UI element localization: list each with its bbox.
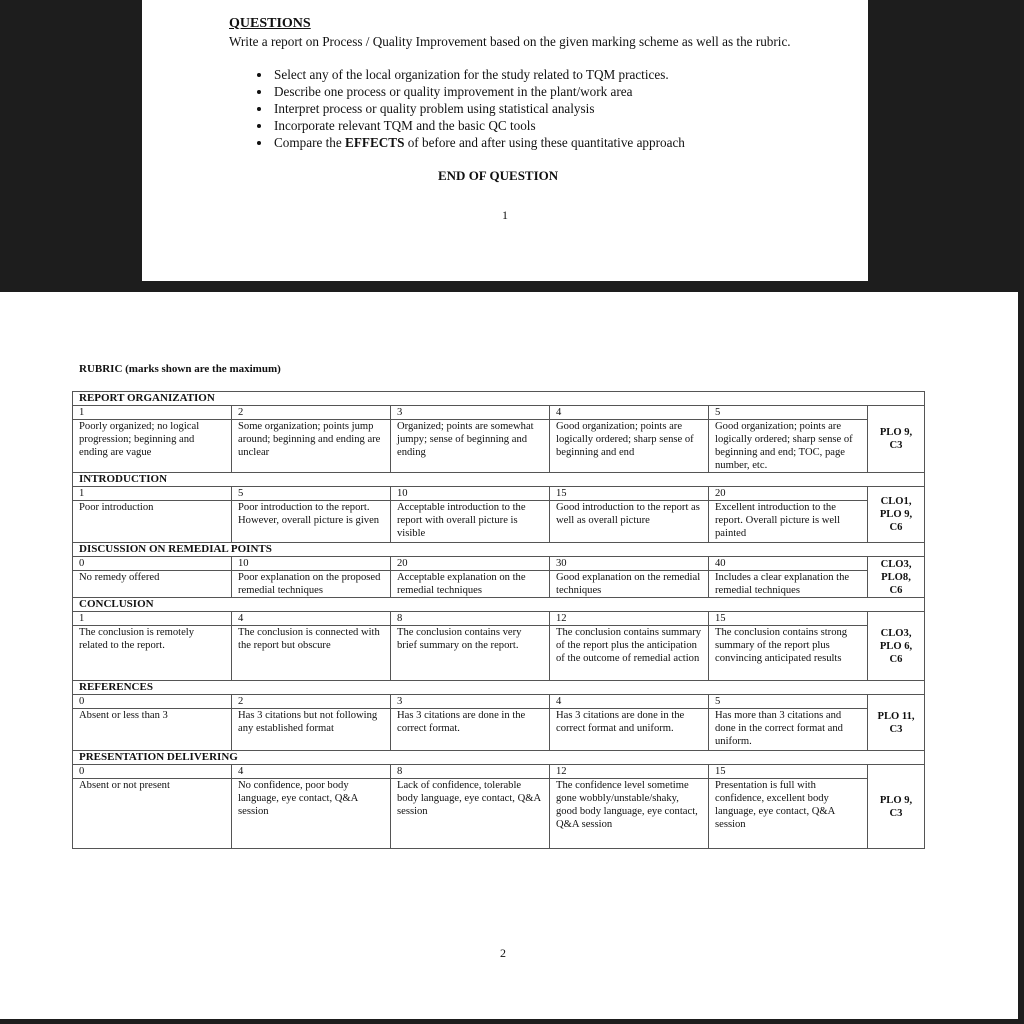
- page-1: [142, 0, 868, 281]
- description-cell: Excellent introduction to the report. Overall picture is well painted: [709, 501, 868, 543]
- plo-cell: CLO3, PLO8, C6: [868, 557, 925, 598]
- description-cell: Poor introduction: [73, 501, 232, 543]
- rubric-body: [73, 392, 925, 849]
- mark-cell: 12: [550, 765, 709, 779]
- rubric-marks-row: [73, 612, 925, 626]
- description-cell: The conclusion contains summary of the report plus the anticipation of the outcome of remedial action: [550, 626, 709, 681]
- description-cell: The conclusion contains strong summary of the report plus convincing anticipated results: [709, 626, 868, 681]
- mark-cell: 5: [709, 695, 868, 709]
- plo-cell: CLO1, PLO 9, C6: [868, 487, 925, 543]
- description-cell: Has 3 citations are done in the correct format.: [391, 709, 550, 751]
- description-cell: Has 3 citations but not following any established format: [232, 709, 391, 751]
- description-cell: Presentation is full with confidence, excellent body language, eye contact, Q&A session: [709, 779, 868, 849]
- plo-cell: PLO 9, C3: [868, 765, 925, 849]
- mark-cell: 3: [391, 406, 550, 420]
- mark-cell: 5: [232, 487, 391, 501]
- section-title: DISCUSSION ON REMEDIAL POINTS: [73, 543, 925, 557]
- bullet-item: • Incorporate relevant TQM and the basic QC tools: [272, 117, 685, 134]
- description-cell: The conclusion is remotely related to the report.: [73, 626, 232, 681]
- mark-cell: 0: [73, 765, 232, 779]
- questions-heading: QUESTIONS: [229, 16, 311, 31]
- rubric-section-header: [73, 473, 925, 487]
- description-cell: Lack of confidence, tolerable body language, eye contact, Q&A session: [391, 779, 550, 849]
- rubric-marks-row: [73, 487, 925, 501]
- mark-cell: 8: [391, 612, 550, 626]
- description-cell: Good explanation on the remedial techniques: [550, 571, 709, 598]
- mark-cell: 3: [391, 695, 550, 709]
- description-cell: Absent or less than 3: [73, 709, 232, 751]
- mark-cell: 1: [73, 406, 232, 420]
- rubric-section-header: [73, 392, 925, 406]
- mark-cell: 15: [550, 487, 709, 501]
- mark-cell: 8: [391, 765, 550, 779]
- description-cell: Organized; points are somewhat jumpy; sense of beginning and ending: [391, 420, 550, 473]
- description-cell: Good organization; points are logically ordered; sharp sense of beginning and end: [550, 420, 709, 473]
- mark-cell: 15: [709, 612, 868, 626]
- description-cell: Includes a clear explanation the remedial techniques: [709, 571, 868, 598]
- rubric-section-header: [73, 543, 925, 557]
- rubric-marks-row: [73, 695, 925, 709]
- bullet-item: • Describe one process or quality improvement in the plant/work area: [272, 83, 685, 100]
- description-cell: The conclusion is connected with the report but obscure: [232, 626, 391, 681]
- rubric-section-header: [73, 681, 925, 695]
- mark-cell: 1: [73, 612, 232, 626]
- rubric-description-row: [73, 420, 925, 473]
- rubric-marks-row: [73, 557, 925, 571]
- mark-cell: 10: [232, 557, 391, 571]
- description-cell: Poor explanation on the proposed remedial techniques: [232, 571, 391, 598]
- rubric-section-header: [73, 751, 925, 765]
- bullet-bold-text: EFFECTS: [345, 135, 405, 150]
- bullet-item: • Interpret process or quality problem using statistical analysis: [272, 100, 685, 117]
- section-title: INTRODUCTION: [73, 473, 925, 487]
- description-cell: Has 3 citations are done in the correct format and uniform.: [550, 709, 709, 751]
- mark-cell: 12: [550, 612, 709, 626]
- section-title: REFERENCES: [73, 681, 925, 695]
- page-number: 1: [502, 208, 508, 222]
- description-cell: Acceptable introduction to the report with overall picture is visible: [391, 501, 550, 543]
- end-of-question: END OF QUESTION: [438, 168, 559, 183]
- mark-cell: 40: [709, 557, 868, 571]
- questions-bullet-list: [252, 66, 685, 151]
- description-cell: Good organization; points are logically ordered; sharp sense of beginning and end; TOC, page number, etc.: [709, 420, 868, 473]
- mark-cell: 30: [550, 557, 709, 571]
- rubric-description-row: [73, 626, 925, 681]
- mark-cell: 1: [73, 487, 232, 501]
- description-cell: No remedy offered: [73, 571, 232, 598]
- mark-cell: 0: [73, 695, 232, 709]
- rubric-table: [72, 391, 925, 849]
- description-cell: Has more than 3 citations and done in the correct format and uniform.: [709, 709, 868, 751]
- mark-cell: 2: [232, 695, 391, 709]
- description-cell: No confidence, poor body language, eye contact, Q&A session: [232, 779, 391, 849]
- section-title: CONCLUSION: [73, 598, 925, 612]
- description-cell: The conclusion contains very brief summary on the report.: [391, 626, 550, 681]
- description-cell: Poorly organized; no logical progression; beginning and ending are vague: [73, 420, 232, 473]
- description-cell: Some organization; points jump around; beginning and ending are unclear: [232, 420, 391, 473]
- rubric-marks-row: [73, 406, 925, 420]
- description-cell: Acceptable explanation on the remedial techniques: [391, 571, 550, 598]
- mark-cell: 4: [550, 406, 709, 420]
- rubric-description-row: [73, 779, 925, 849]
- bullet-text: Compare the: [274, 135, 346, 150]
- mark-cell: 0: [73, 557, 232, 571]
- mark-cell: 4: [550, 695, 709, 709]
- rubric-description-row: [73, 501, 925, 543]
- description-cell: Poor introduction to the report. However, overall picture is given: [232, 501, 391, 543]
- page-number: 2: [500, 946, 506, 960]
- mark-cell: 20: [391, 557, 550, 571]
- rubric-marks-row: [73, 765, 925, 779]
- description-cell: Absent or not present: [73, 779, 232, 849]
- bullet-text: of before and after using these quantitative approach: [404, 135, 685, 150]
- mark-cell: 20: [709, 487, 868, 501]
- page-2: [0, 292, 1018, 1019]
- questions-intro: Write a report on Process / Quality Improvement based on the given marking scheme as well as the rubric.: [229, 34, 791, 49]
- mark-cell: 10: [391, 487, 550, 501]
- mark-cell: 15: [709, 765, 868, 779]
- section-title: PRESENTATION DELIVERING: [73, 751, 925, 765]
- bullet-item: • Select any of the local organization for the study related to TQM practices.: [272, 66, 685, 83]
- plo-cell: CLO3, PLO 6, C6: [868, 612, 925, 681]
- description-cell: Good introduction to the report as well as overall picture: [550, 501, 709, 543]
- mark-cell: 4: [232, 612, 391, 626]
- mark-cell: 5: [709, 406, 868, 420]
- rubric-description-row: [73, 709, 925, 751]
- description-cell: The confidence level sometime gone wobbly/unstable/shaky, good body language, eye contact, Q&A session: [550, 779, 709, 849]
- mark-cell: 4: [232, 765, 391, 779]
- mark-cell: 2: [232, 406, 391, 420]
- rubric-title: RUBRIC (marks shown are the maximum): [79, 363, 281, 375]
- plo-cell: PLO 11, C3: [868, 695, 925, 751]
- rubric-description-row: [73, 571, 925, 598]
- rubric-section-header: [73, 598, 925, 612]
- bullet-item: [272, 134, 685, 151]
- plo-cell: PLO 9, C3: [868, 406, 925, 473]
- section-title: REPORT ORGANIZATION: [73, 392, 925, 406]
